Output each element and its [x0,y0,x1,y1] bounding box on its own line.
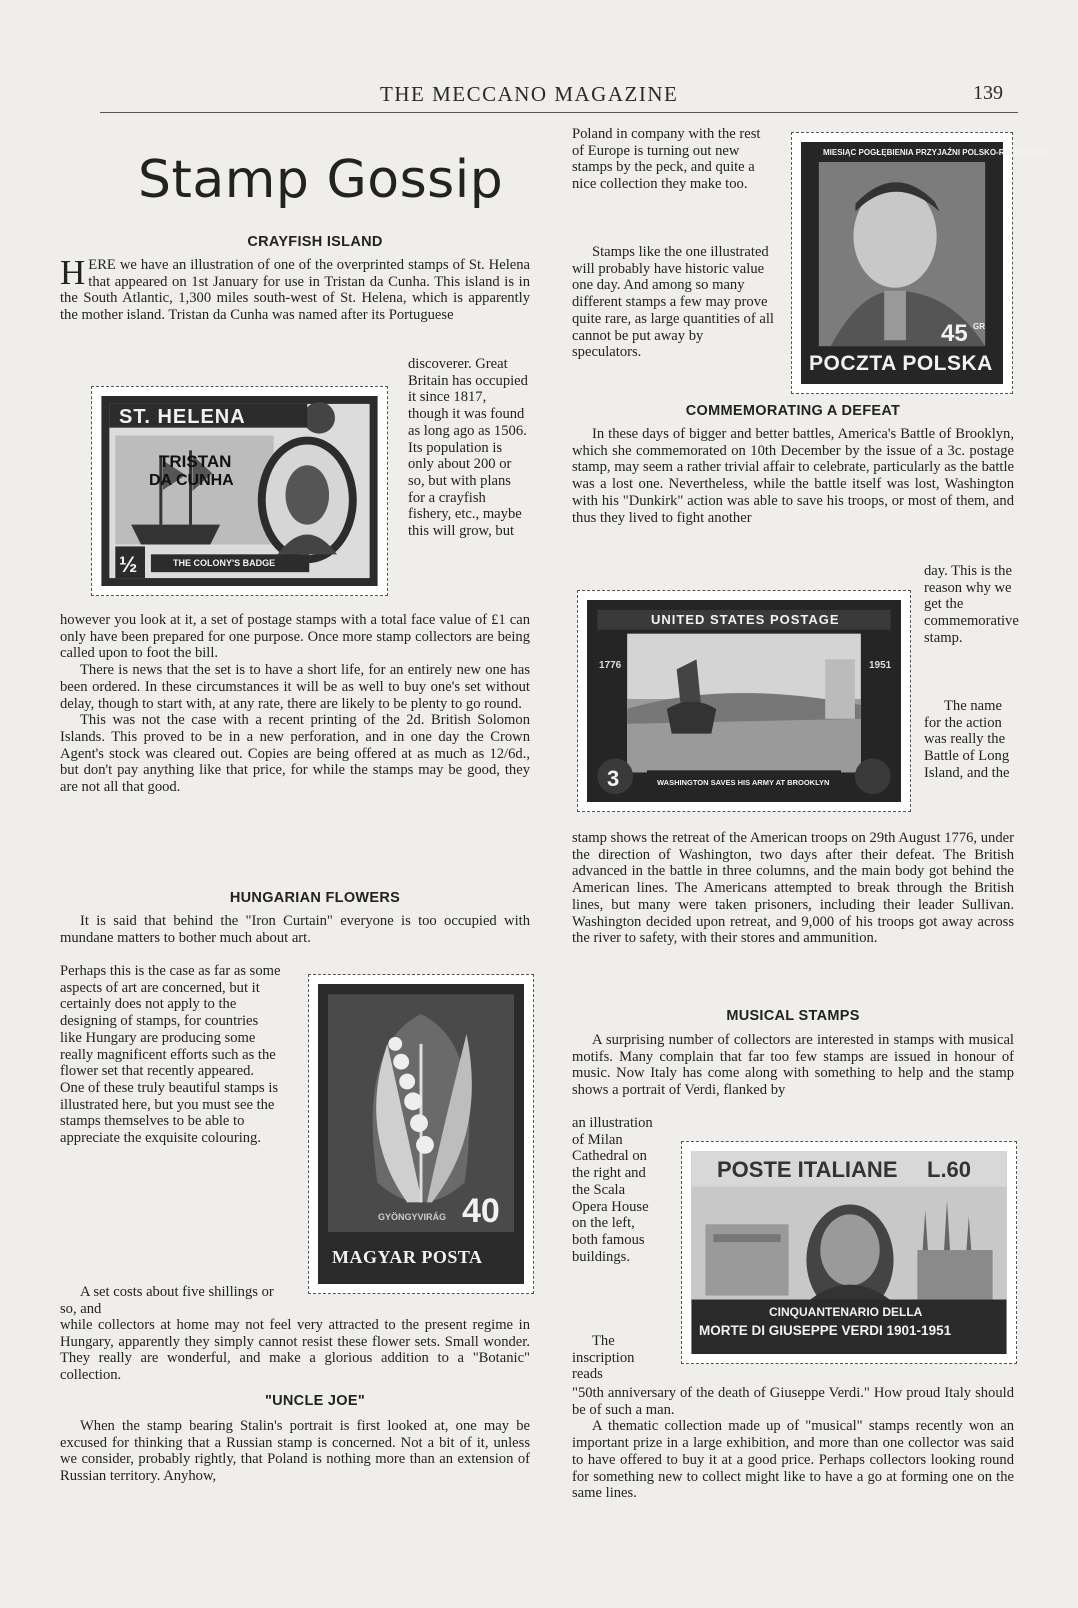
stamp-badge-caption: THE COLONY'S BADGE [173,558,276,568]
stamp-value: ½ [119,552,138,577]
stamp-value: 40 [462,1192,500,1230]
poczta-polska-stamp [791,132,1053,394]
hungarian-paragraph-1: It is said that behind the "Iron Curtain" everyone is too occupied with mundane matters to bother much about art. [60,913,530,946]
hungarian-side-text: Perhaps this is the case as far as some aspects of art are concerned, but it certainly does not apply to the designing of stamps, for countries like Hungary are producing some really magnificent efforts such as the flower set that recently appeared. One of these truly beautiful stamps is illustrated here, but you must see the stamps themselves to be able to appreciate the exquisite colouring. [60,963,281,1147]
musical-side-text: an illustration of Milan Cathedral on the right and the Scala Opera House on the left, both famous buildings. [572,1115,653,1265]
crayfish-paragraph-1: HERE we have an illustration of one of the overprinted stamps of St. Helena that appeared on 1st January for use in Tristan da Cunha. This island is in the South Atlantic, 1,300 miles south-west of St. Helena, which is apparently the mother island. Tristan da Cunha was named after its Portuguese [60,253,530,324]
stamp-country-label: ST. HELENA [119,406,246,428]
stamp-value: 45 [941,320,968,347]
musical-paragraph-3: A thematic collection made up of "musical" stamps recently won an important prize in a large exhibition, and more than one collector was said to have offered to buy it at a good price. Perhaps collectors looking round for something new to collect might like to have a go at forming one on the same lines. [572,1418,1014,1502]
stamp-country-label: UNITED STATES POSTAGE [651,612,840,627]
battle-of-brooklyn-art [587,600,901,802]
uncle-joe-paragraph-1-cont: Poland in company with the rest of Europe is turning out new stamps by the peck, and quite a nice collection they make too. [572,126,761,193]
lily-of-the-valley-art [318,984,524,1284]
defeat-side-text: day. This is the reason why we get the commemorative stamp. [924,563,1019,646]
heading-hungarian-flowers: HUNGARIAN FLOWERS [229,890,401,906]
overprint-line-2: DA CUNHA [149,472,234,489]
defeat-paragraph-1: In these days of bigger and better battles, America's Battle of Brooklyn, which she commemorated on 10th December by the issue of a 3c. postage stamp, may seem a rather trivial affair to celebrate, particularly as the battle was a lost one. Nevertheless, while the battle itself was lost, Washington with his "Dunkirk" action was able to save his troops, or most of them, and thus they lived to fight another [572,426,1014,526]
crayfish-paragraph-2: There is news that the set is to have a short life, for an entirely new one has been ordered. In these circumstances it will be as well to buy one's set without delay, though to start with, at any rate, there are likely to be plenty to go round. [60,662,530,712]
heading-musical-stamps: MUSICAL STAMPS [726,1008,860,1024]
overprint-line-1: TRISTAN [159,452,232,471]
uncle-joe-paragraph-1: When the stamp bearing Stalin's portrait is first looked at, one may be excused for thinking that a Russian stamp is concerned. Not a bit of it, unless we consider, probably rightly, that Poland is nothing more than an extension of Russian territory. Anyhow, [60,1418,530,1485]
musical-side-text-2: The inscription reads [572,1333,635,1383]
stamp-value-unit: GR [973,322,985,331]
defeat-side-text-2: The name for the action was really the Battle of Long Island, and the [924,698,1010,781]
crayfish-paragraph-3: This was not the case with a recent printing of the 2d. British Solomon Islands. This proved to be in a new perforation, and in one day the Crown Agent's stock was cleared out. Copies are being offered at as much as 12/6d., but don't pay anything like that price, for while the stamps may be good, they are not all that good. [60,712,530,796]
stamp-top-inscription: MIESIĄC POGŁĘBIENIA PRZYJAŹNI POLSKO-RADZIECKIEJ [823,148,1053,157]
stamp-value: 3 [607,766,620,791]
united-states-postage-stamp [577,590,911,812]
article-title: Stamp Gossip [138,150,504,210]
year-left-label: 1776 [599,660,622,671]
stamp-country-label: POSTE ITALIANE [717,1157,898,1182]
flower-name-label: GYÖNGYVIRÁG [378,1212,447,1222]
drop-cap: H [60,253,86,292]
stamp-value: L.60 [927,1157,972,1182]
stamp-country-label: MAGYAR POSTA [332,1247,483,1267]
page-number: 139 [973,82,1003,104]
hungarian-paragraph-2: while collectors at home may not feel very attracted to the present regime in Hungary, apparently they simply cannot resist these flower sets. Small wonder. They really are wonderful, and make a glorious addition to a "Botanic" collection. [60,1317,530,1384]
crayfish-side-text: discoverer. Great Britain has occupied it since 1817, though it was found as long ago as 1506. Its population is only about 200 or so, but with plans for a crayfish fishery, etc., maybe this will grow, but [408,356,528,540]
heading-commemorating-a-defeat: COMMEMORATING A DEFEAT [685,403,901,419]
heading-uncle-joe: "UNCLE JOE" [264,1393,366,1409]
musical-paragraph-1: A surprising number of collectors are interested in stamps with musical motifs. Many complain that far too few stamps are issued in honour of music. Now Italy has come along with something to help and the stamp shows a portrait of Verdi, flanked by [572,1032,1014,1099]
magazine-title: THE MECCANO MAGAZINE [380,82,679,106]
stalin-portrait-art [801,142,1053,384]
musical-paragraph-2: "50th anniversary of the death of Giuseppe Verdi." How proud Italy should be of such a man. A thematic collection made up of "musical" stamps recently won an important prize in a large exhibition, and more than one collector was said to have offered to buy it at a good price. Perhaps collectors looking round for something new to collect might like to have a go at forming one on the same lines. [572,1385,1014,1502]
st-helena-stamp [91,386,388,596]
running-header [100,82,1018,113]
stamp-caption: WASHINGTON SAVES HIS ARMY AT BROOKLYN [657,778,830,787]
heading-crayfish-island: CRAYFISH ISLAND [247,234,383,250]
crayfish-paragraph-1-end: however you look at it, a set of postage stamps with a total face value of £1 can only have been prepared for one purpose. Once more stamp collectors are being called upon to foot the bill. There is news that the set is to have a short life, for an entirely new one has been ordered. In these circumstances it will be as well to buy one's set without delay, though to start with, at any rate, there are likely to be plenty to go round. This was not the case with a recent printing of the 2d. British Solomon Islands. This proved to be in a new perforation, and in one day the Crown Agent's stock was cleared out. Copies are being offered at as much as 12/6d., but don't pay anything like that price, for while the stamps may be good, they are not all that good. [60,612,530,796]
hungarian-side-text-2: A set costs about five shillings or so, and [60,1284,274,1317]
stamp-inscription-1: CINQUANTENARIO DELLA [769,1305,923,1319]
stamp-inscription-2: MORTE DI GIUSEPPE VERDI 1901-1951 [699,1323,952,1338]
magyar-posta-stamp [308,974,534,1294]
poste-italiane-stamp [681,1141,1017,1364]
uncle-joe-paragraph-2: Stamps like the one illustrated will probably have historic value one day. And among so many different stamps a few may prove quite rare, as large quantities of all cannot be put away by speculators. [572,244,774,361]
stamp-country-label: POCZTA POLSKA [809,352,993,375]
year-right-label: 1951 [869,660,892,671]
defeat-paragraph-2: stamp shows the retreat of the American troops on 29th August 1776, under the direction of Washington, two days after their defeat. The British advanced in the battle in three columns, and the main body got behind the American lines. The Americans attempted to break through the British lines, but many were taken prisoners, including their leader Sullivan. Washington decided upon retreat, and 9,000 of his troops got away across the river to safety, with their stores and ammunition. [572,830,1014,947]
